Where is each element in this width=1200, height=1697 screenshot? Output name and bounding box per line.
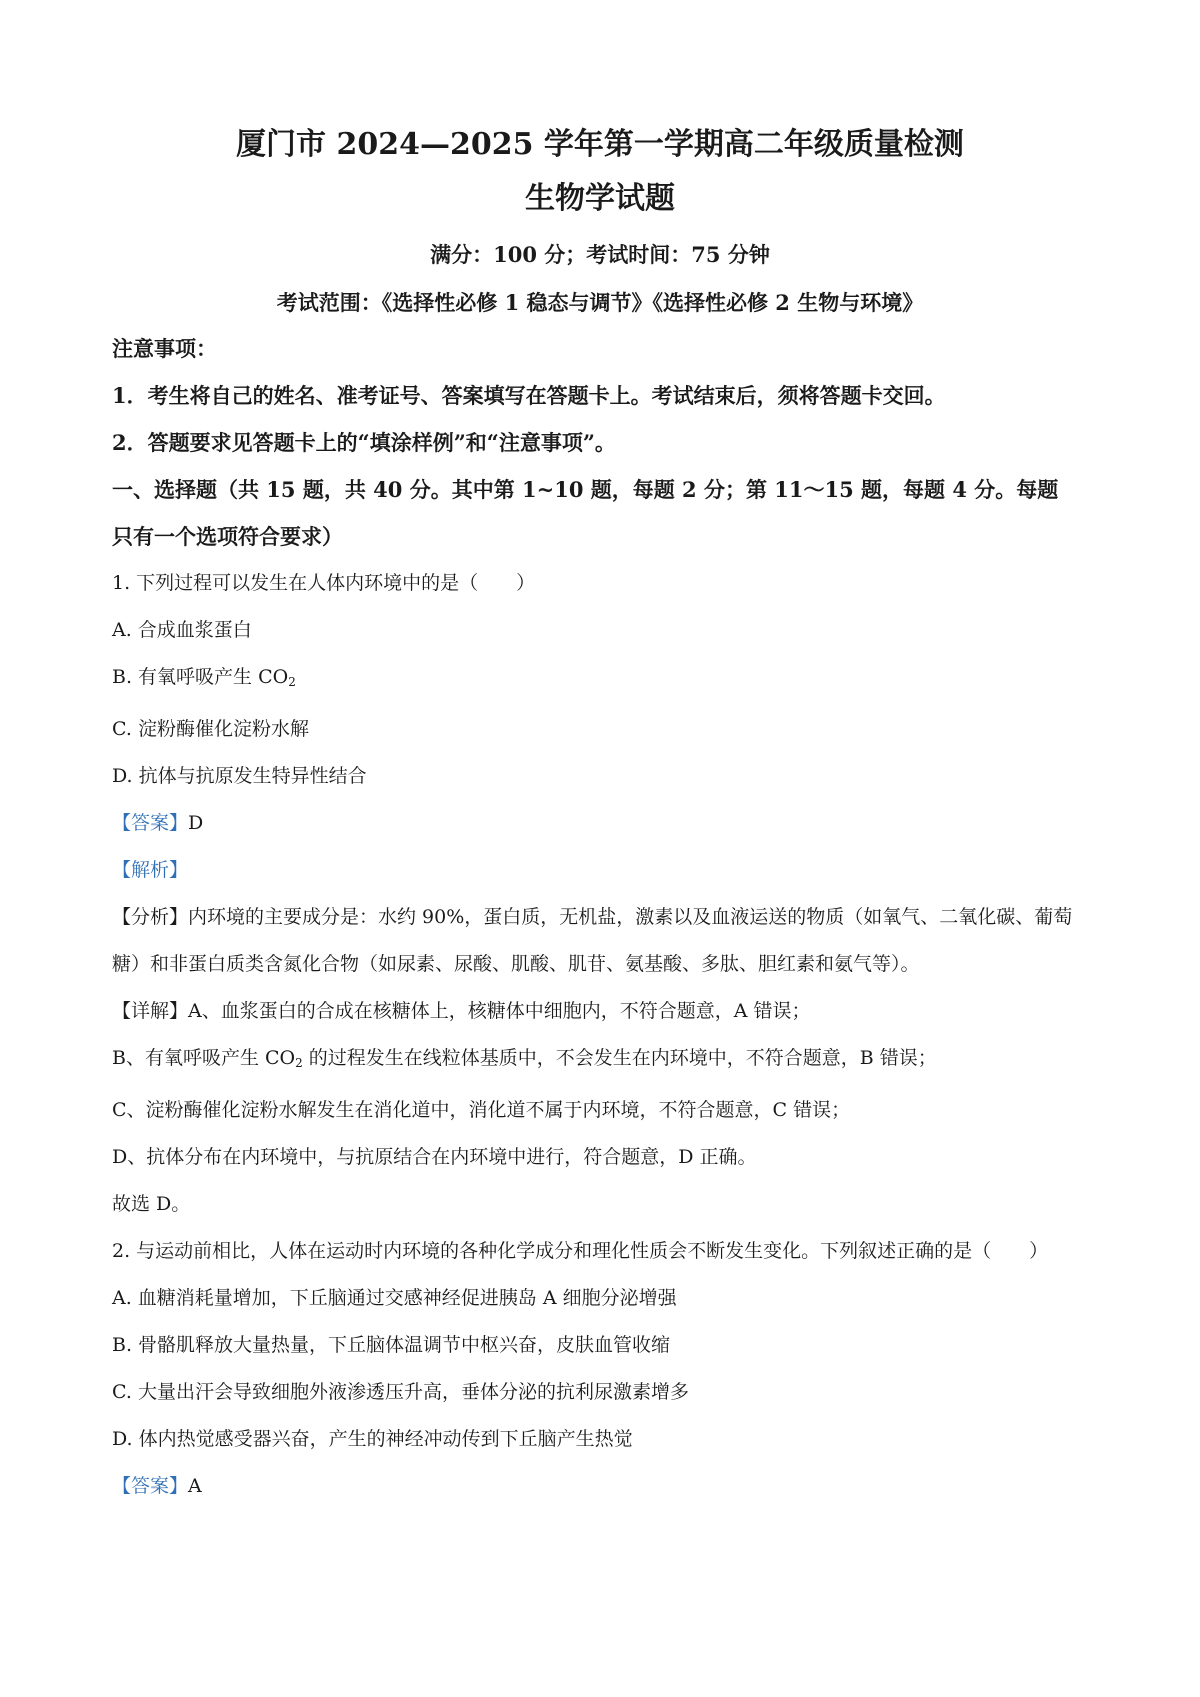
- question-1-option-a: A. 合成血浆蛋白: [112, 619, 252, 641]
- question-2-option-c: C. 大量出汗会导致细胞外液渗透压升高，垂体分泌的抗利尿激素增多: [112, 1381, 689, 1403]
- question-2-option-a: A. 血糖消耗量增加，下丘脑通过交感神经促进胰岛 A 细胞分泌增强: [112, 1287, 677, 1309]
- notice-item-2: 2．答题要求见答题卡上的“填涂样例”和“注意事项”。: [112, 430, 616, 455]
- score-and-time: 满分：100 分；考试时间：75 分钟: [430, 242, 770, 267]
- answer-value: A: [188, 1475, 202, 1497]
- question-1-option-b: [112, 654, 1088, 706]
- xiangjie-tag: 【详解】: [112, 1000, 189, 1022]
- question-1-xiangjie-a: [112, 988, 1088, 1035]
- fenxi-text: 内环境的主要成分是：水约 90%，蛋白质，无机盐，激素以及血液运送的物质（如氧气、二氧化碳、葡萄糖）和非蛋白质类含氮化合物（如尿素、尿酸、肌酸、肌苷、氨基酸、多肽、胆红素和氨气等）。: [112, 906, 1073, 975]
- xiangjie-a-text: A、血浆蛋白的合成在核糖体上，核糖体中细胞内，不符合题意，A 错误；: [188, 1000, 811, 1022]
- fenxi-tag: 【分析】: [112, 906, 189, 928]
- notice-heading: 注意事项：: [112, 336, 217, 361]
- question-1-option-d: D. 抗体与抗原发生特异性结合: [112, 765, 367, 787]
- option-b-text: B. 有氧呼吸产生 CO: [112, 666, 289, 688]
- subscript-2: 2: [295, 1056, 303, 1070]
- question-1-analysis-heading: [112, 847, 1088, 894]
- question-2-option-d: D. 体内热觉感受器兴奋，产生的神经冲动传到下丘脑产生热觉: [112, 1428, 633, 1450]
- answer-value: D: [188, 812, 204, 834]
- question-1-xiangjie-b: [112, 1035, 1088, 1087]
- question-1-option-c: C. 淀粉酶催化淀粉水解: [112, 718, 309, 740]
- question-2-stem: 2. 与运动前相比，人体在运动时内环境的各种化学成分和理化性质会不断发生变化。下列叙述正确的是（ ）: [112, 1240, 1049, 1262]
- notice-item-1: 1．考生将自己的姓名、准考证号、答案填写在答题卡上。考试结束后，须将答题卡交回。: [112, 383, 946, 408]
- question-1-stem: 1. 下列过程可以发生在人体内环境中的是（ ）: [112, 572, 536, 594]
- question-1-xiangjie-c: C、淀粉酶催化淀粉水解发生在消化道中，消化道不属于内环境，不符合题意，C 错误；: [112, 1099, 851, 1121]
- question-2-option-b: B. 骨骼肌释放大量热量，下丘脑体温调节中枢兴奋，皮肤血管收缩: [112, 1334, 671, 1356]
- question-1-conclusion: 故选 D。: [112, 1193, 191, 1215]
- question-1-fenxi: [112, 894, 1088, 988]
- analysis-tag: 【解析】: [112, 859, 189, 881]
- question-2-answer: [112, 1463, 1088, 1510]
- answer-tag: 【答案】: [112, 812, 189, 834]
- question-1-answer: [112, 800, 1088, 847]
- xiangjie-b-suffix: 的过程发生在线粒体基质中，不会发生在内环境中，不符合题意，B 错误；: [302, 1047, 937, 1069]
- exam-title: 厦门市 2024—2025 学年第一学期高二年级质量检测: [236, 127, 964, 162]
- answer-tag: 【答案】: [112, 1475, 189, 1497]
- subscript-2: 2: [288, 675, 296, 689]
- question-1-xiangjie-d: D、抗体分布在内环境中，与抗原结合在内环境中进行，符合题意，D 正确。: [112, 1146, 757, 1168]
- xiangjie-b-prefix: B、有氧呼吸产生 CO: [112, 1047, 296, 1069]
- exam-subtitle: 生物学试题: [525, 181, 675, 216]
- section-heading-line-1: 一、选择题（共 15 题，共 40 分。其中第 1~10 题，每题 2 分；第 11～15 题，每题 4 分。每题: [112, 477, 1059, 502]
- exam-scope: 考试范围：《选择性必修 1 稳态与调节》《选择性必修 2 生物与环境》: [276, 290, 924, 315]
- section-heading-line-2: 只有一个选项符合要求）: [112, 524, 343, 549]
